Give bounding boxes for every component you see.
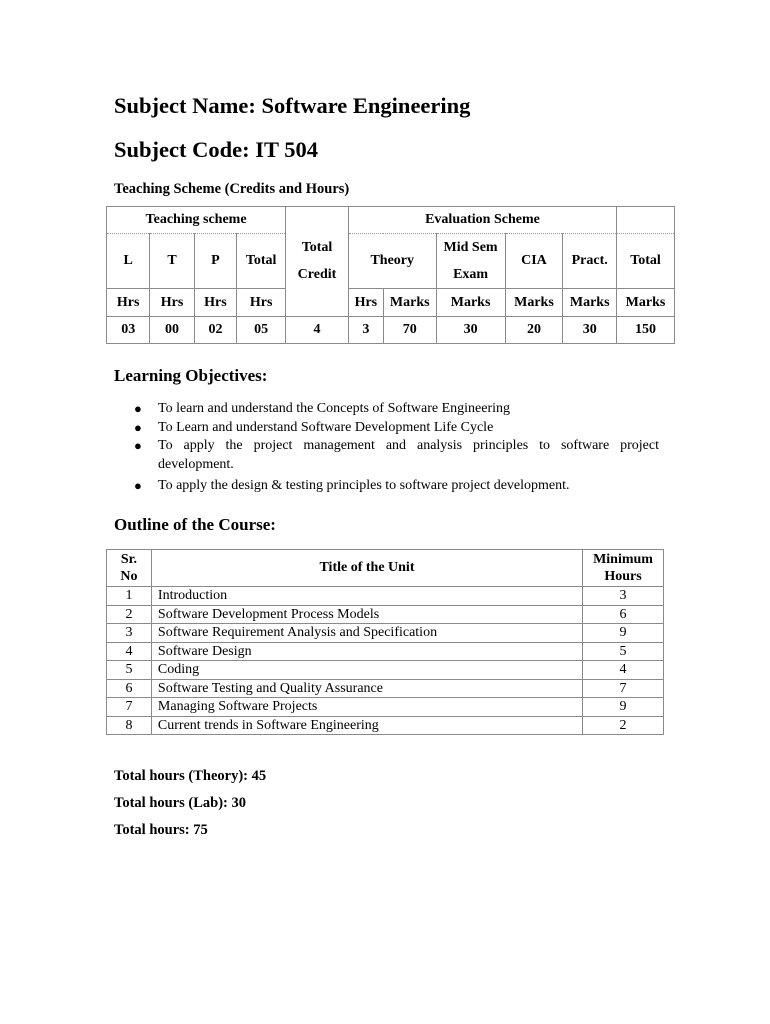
- col-eval-total: Total: [617, 234, 675, 289]
- row-sr: 3: [107, 624, 152, 643]
- row-title: Managing Software Projects: [151, 698, 582, 717]
- col-P: P: [194, 234, 237, 289]
- value-theory-marks: 70: [383, 317, 436, 344]
- unit-marks: Marks: [436, 289, 505, 317]
- list-item: [114, 419, 659, 438]
- col-theory: Theory: [348, 234, 436, 289]
- unit-hrs: Hrs: [348, 289, 383, 317]
- unit-marks: Marks: [383, 289, 436, 317]
- value-credit: 4: [286, 317, 349, 344]
- value-theory-hrs: 3: [348, 317, 383, 344]
- value-T: 00: [150, 317, 194, 344]
- table-row: [107, 716, 664, 735]
- row-hours: 5: [583, 642, 664, 661]
- learning-objectives-list: [114, 400, 659, 496]
- col-pract: Pract.: [563, 234, 617, 289]
- table-row: [107, 605, 664, 624]
- list-item: [114, 437, 659, 474]
- unit-marks: Marks: [563, 289, 617, 317]
- value-P: 02: [194, 317, 237, 344]
- row-sr: 6: [107, 679, 152, 698]
- bullet-icon: ●: [134, 419, 142, 435]
- credit-unit-blank: [286, 289, 349, 317]
- learning-objectives-heading: Learning Objectives:: [114, 366, 268, 385]
- teaching-scheme-table: [106, 206, 675, 344]
- row-sr: 2: [107, 605, 152, 624]
- row-sr: 8: [107, 716, 152, 735]
- value-midsem-marks: 30: [436, 317, 505, 344]
- bullet-icon: ●: [134, 438, 142, 453]
- row-hours: 6: [583, 605, 664, 624]
- teaching-scheme-header: Teaching scheme: [107, 207, 286, 234]
- unit-hrs: Hrs: [107, 289, 150, 317]
- total-hours: Total hours: 75: [114, 822, 208, 838]
- col-cia: CIA: [505, 234, 563, 289]
- table-row: [107, 642, 664, 661]
- row-title: Software Development Process Models: [151, 605, 582, 624]
- row-hours: 4: [583, 661, 664, 680]
- unit-marks: Marks: [505, 289, 563, 317]
- table-row: [107, 624, 664, 643]
- header-sr-no: [107, 550, 152, 587]
- row-hours: 3: [583, 587, 664, 606]
- header-hours-line1: Minimum: [593, 551, 653, 567]
- total-hours-theory: Total hours (Theory): 45: [114, 768, 267, 784]
- list-item: [114, 400, 659, 419]
- table-row: [107, 587, 664, 606]
- row-title: Introduction: [151, 587, 582, 606]
- value-total-marks: 150: [617, 317, 675, 344]
- header-min-hours: [583, 550, 664, 587]
- evaluation-spacer: [617, 207, 675, 234]
- header-title: Title of the Unit: [151, 550, 582, 587]
- objective-text: To Learn and understand Software Development Life Cycle: [158, 419, 494, 435]
- total-credit-line1: Total: [301, 240, 333, 255]
- objective-text: To apply the project management and analysis principles to software project development.: [158, 438, 659, 472]
- list-item: [114, 477, 659, 496]
- row-sr: 1: [107, 587, 152, 606]
- row-hours: 9: [583, 624, 664, 643]
- credit-spacer: [286, 207, 349, 234]
- outline-heading: Outline of the Course:: [114, 515, 276, 534]
- row-title: Software Design: [151, 642, 582, 661]
- subject-code-heading: Subject Code: IT 504: [114, 137, 318, 162]
- row-title: Software Testing and Quality Assurance: [151, 679, 582, 698]
- unit-hrs: Hrs: [194, 289, 237, 317]
- subject-name-heading: Subject Name: Software Engineering: [114, 93, 471, 118]
- midsem-line2: Exam: [453, 267, 489, 282]
- value-pract-marks: 30: [563, 317, 617, 344]
- total-hours-lab: Total hours (Lab): 30: [114, 795, 247, 811]
- row-sr: 7: [107, 698, 152, 717]
- bullet-icon: ●: [134, 401, 142, 416]
- header-hours-line2: Hours: [604, 569, 642, 584]
- row-hours: 9: [583, 698, 664, 717]
- unit-hrs: Hrs: [150, 289, 194, 317]
- midsem-line1: Mid Sem: [443, 240, 498, 255]
- evaluation-scheme-header: Evaluation Scheme: [348, 207, 616, 234]
- objective-text: To learn and understand the Concepts of Software Engineering: [158, 401, 511, 416]
- value-cia-marks: 20: [505, 317, 563, 344]
- objective-text: To apply the design & testing principles to software project development.: [158, 478, 570, 493]
- row-sr: 5: [107, 661, 152, 680]
- course-outline-table: [106, 549, 664, 735]
- bullet-icon: ●: [134, 478, 142, 493]
- row-sr: 4: [107, 642, 152, 661]
- row-title: Software Requirement Analysis and Specification: [151, 624, 582, 643]
- unit-hrs: Hrs: [237, 289, 286, 317]
- value-total-hrs: 05: [237, 317, 286, 344]
- col-midsem: [436, 234, 505, 289]
- header-sr-line1: Sr.: [120, 551, 138, 567]
- row-title: Current trends in Software Engineering: [151, 716, 582, 735]
- unit-marks: Marks: [617, 289, 675, 317]
- row-hours: 7: [583, 679, 664, 698]
- table-row: [107, 698, 664, 717]
- row-hours: 2: [583, 716, 664, 735]
- col-L: L: [107, 234, 150, 289]
- header-sr-line2: No: [120, 569, 138, 584]
- table-row: [107, 679, 664, 698]
- table-row: [107, 661, 664, 680]
- value-L: 03: [107, 317, 150, 344]
- col-total-credit: [286, 234, 349, 289]
- total-credit-line2: Credit: [297, 267, 337, 282]
- col-T: T: [150, 234, 194, 289]
- row-title: Coding: [151, 661, 582, 680]
- teaching-scheme-caption: Teaching Scheme (Credits and Hours): [114, 181, 350, 197]
- col-total: Total: [237, 234, 286, 289]
